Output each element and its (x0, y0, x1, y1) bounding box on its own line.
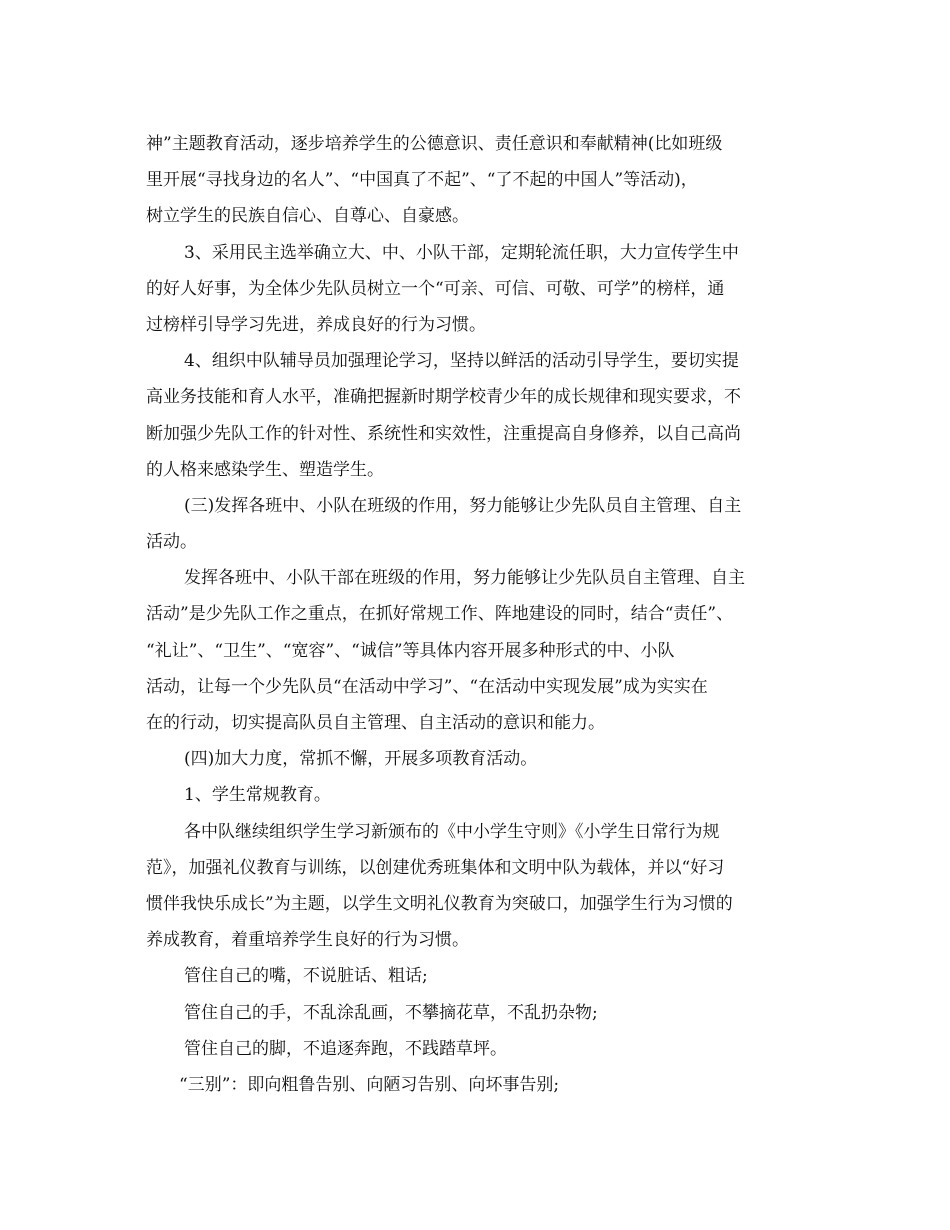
subsection-heading-line: 1、学生常规教育。 (184, 785, 331, 806)
text-line: 过榜样引导学习先进，养成良好的行为习惯。 (146, 314, 486, 335)
text-line: 树立学生的民族自信心、自尊心、自豪感。 (146, 206, 469, 227)
text-line: 断加强少先队工作的针对性、系统性和实效性，注重提高自身修养，以自己高尚 (146, 423, 741, 444)
text-line: 里开展“寻找身边的名人”、“中国真了不起”、“了不起的中国人”等活动)， (146, 170, 698, 191)
paragraph-start-line: 发挥各班中、小队干部在班级的作用，努力能够让少先队员自主管理、自主 (184, 568, 745, 589)
text-line: 在的行动，切实提高队员自主管理、自主活动的意识和能力。 (146, 713, 605, 733)
text-line: 活动”是少先队工作之重点，在抓好常规工作、阵地建设的同时，结合“责任”、 (146, 604, 734, 625)
text-line: 神”主题教育活动，逐步培养学生的公德意识、责任意识和奉献精神(比如班级 (146, 134, 723, 154)
document-body (146, 126, 806, 1103)
text-line: 活动，让每一个少先队员“在活动中学习”、“在活动中实现发展”成为实实在 (146, 676, 708, 697)
section-heading-line: (三)发挥各班中、小队在班级的作用，努力能够让少先队员自主管理、自主 (184, 495, 742, 516)
rule-line: “三别”：即向粗鲁告别、向陋习告别、向坏事告别; (179, 1074, 560, 1095)
text-line: “礼让”、“卫生”、“宽容”、“诚信”等具体内容开展多种形式的中、小队 (146, 640, 675, 661)
section-heading-line: (四)加大力度，常抓不懈，开展多项教育活动。 (184, 749, 538, 770)
text-line: 活动。 (146, 532, 197, 553)
paragraph-start-line: 3、采用民主选举确立大、中、小队干部，定期轮流任职，大力宣传学生中 (184, 242, 739, 263)
paragraph-start-line: 4、组织中队辅导员加强理论学习，坚持以鲜活的活动引导学生，要切实提 (184, 351, 739, 372)
text-line: 养成教育，着重培养学生良好的行为习惯。 (146, 930, 469, 951)
paragraph-start-line: 各中队继续组织学生学习新颁布的《中小学生守则》《小学生日常行为规 (184, 821, 720, 842)
text-line: 高业务技能和育人水平，准确把握新时期学校青少年的成长规律和现实要求，不 (146, 387, 741, 408)
text-line: 的人格来感染学生、塑造学生。 (146, 459, 384, 480)
text-line: 惯伴我快乐成长”为主题，以学生文明礼仪教育为突破口，加强学生行为习惯的 (146, 893, 733, 914)
rule-line: 管住自己的脚，不追逐奔跑，不践踏草坪。 (184, 1038, 507, 1059)
text-line: 范》，加强礼仪教育与训练，以创建优秀班集体和文明中队为载体，并以“好习 (146, 857, 725, 878)
rule-line: 管住自己的手，不乱涂乱画，不攀摘花草，不乱扔杂物; (184, 1002, 598, 1023)
text-line: 的好人好事，为全体少先队员树立一个“可亲、可信、可敬、可学”的榜样，通 (146, 278, 725, 299)
rule-line: 管住自己的嘴，不说脏话、粗话; (184, 966, 428, 987)
